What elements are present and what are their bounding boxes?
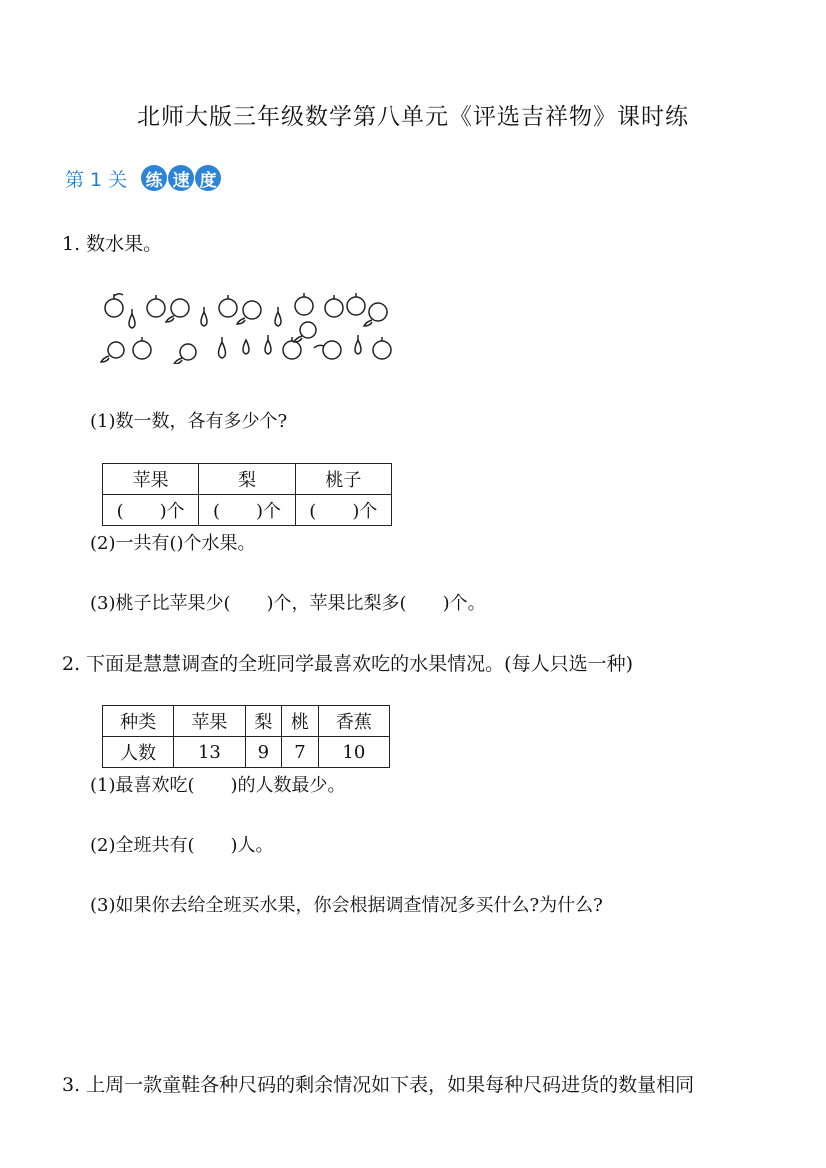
fruit-count-table — [102, 463, 392, 526]
survey-table — [102, 705, 390, 768]
table-header-cell: 梨 — [245, 706, 282, 737]
question-2-stem: 2. 下面是慧慧调查的全班同学最喜欢吃的水果情况。(每人只选一种) — [62, 653, 633, 675]
table-header-cell: 香蕉 — [318, 706, 389, 737]
level-badge: 度 — [195, 165, 221, 191]
page-title: 北师大版三年级数学第八单元《评选吉祥物》课时练 — [137, 104, 689, 130]
table-cell: 人数 — [103, 737, 174, 768]
table-header-cell: 苹果 — [103, 464, 199, 495]
table-cell: 9 — [245, 737, 282, 768]
level-label: 第 1 关 — [65, 168, 128, 191]
table-cell: 7 — [282, 737, 319, 768]
question-2-sub-3: (3)如果你去给全班买水果，你会根据调查情况多买什么?为什么? — [90, 895, 603, 916]
table-header-cell: 桃子 — [295, 464, 391, 495]
question-3-stem: 3. 上周一款童鞋各种尺码的剩余情况如下表，如果每种尺码进货的数量相同 — [62, 1074, 695, 1096]
table-header-cell: 桃 — [282, 706, 319, 737]
question-2-sub-2: (2)全班共有( )人。 — [90, 835, 274, 856]
question-1-stem: 1. 数水果。 — [62, 233, 163, 255]
level-badge: 练 — [141, 165, 167, 191]
answer-blank-cell[interactable]: ( )个 — [103, 495, 199, 526]
answer-blank-cell[interactable]: ( )个 — [199, 495, 295, 526]
question-2-sub-1: (1)最喜欢吃( )的人数最少。 — [90, 775, 346, 796]
table-header-cell: 苹果 — [174, 706, 245, 737]
table-header-cell: 种类 — [103, 706, 174, 737]
table-cell: 10 — [318, 737, 389, 768]
fruits-illustration — [100, 286, 400, 364]
answer-blank-cell[interactable]: ( )个 — [295, 495, 391, 526]
level-header — [65, 164, 222, 192]
level-badge: 速 — [168, 165, 194, 191]
question-1-sub-1: (1)数一数，各有多少个? — [90, 411, 288, 432]
question-1-sub-2: (2)一共有()个水果。 — [90, 533, 256, 554]
table-cell: 13 — [174, 737, 245, 768]
table-header-cell: 梨 — [199, 464, 295, 495]
question-1-sub-3: (3)桃子比苹果少( )个，苹果比梨多( )个。 — [90, 593, 486, 614]
